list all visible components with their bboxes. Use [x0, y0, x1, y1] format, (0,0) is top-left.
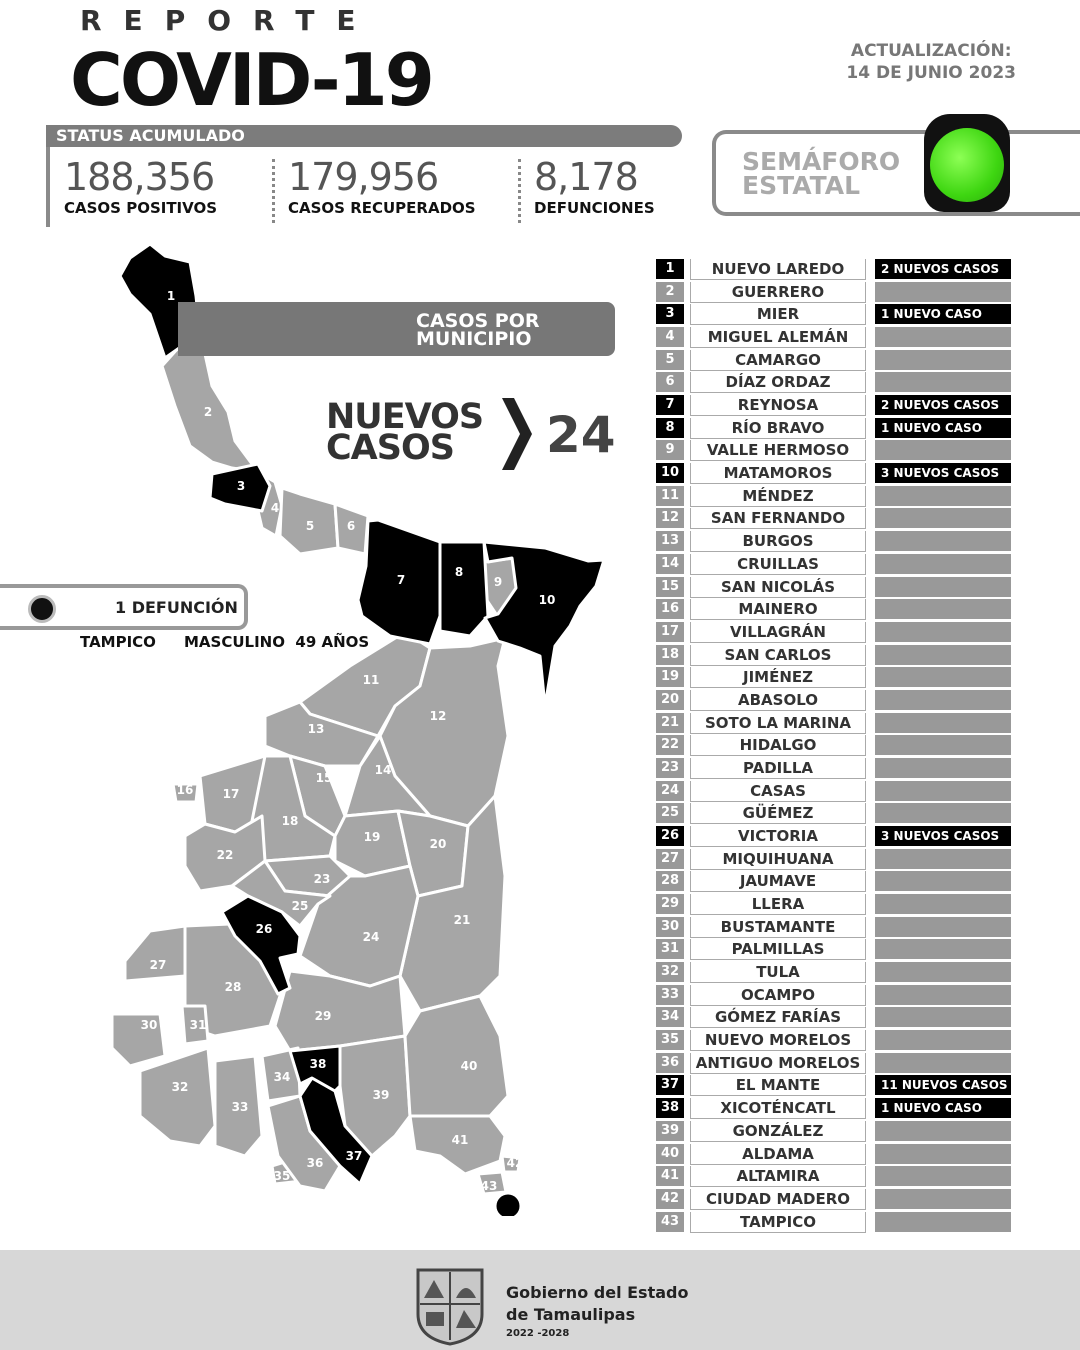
tamaulipas-map — [0, 236, 640, 1216]
semaforo-label — [742, 147, 901, 200]
muni-name: SOTO LA MARINA — [690, 713, 866, 734]
muni-name: CASAS — [690, 781, 866, 802]
muni-cases — [875, 645, 1011, 665]
muni-shape-32 — [140, 1048, 215, 1146]
muni-name: BUSTAMANTE — [690, 917, 866, 938]
muni-number: 43 — [656, 1212, 684, 1232]
casos-por-municipio-banner — [178, 302, 615, 356]
muni-name: TAMPICO — [690, 1212, 866, 1233]
map-label-27: 27 — [149, 958, 167, 972]
table-row — [656, 439, 1012, 461]
map-label-12: 12 — [429, 709, 447, 723]
table-row — [656, 870, 1012, 892]
muni-number: 25 — [656, 803, 684, 823]
update-label: ACTUALIZACIÓN: — [850, 41, 1012, 61]
status-header: STATUS ACUMULADO — [46, 125, 682, 147]
muni-number: 13 — [656, 531, 684, 551]
semaforo-line2: ESTATAL — [742, 171, 860, 200]
muni-number: 34 — [656, 1007, 684, 1027]
map-label-1: 1 — [166, 289, 176, 303]
muni-number: 23 — [656, 758, 684, 778]
muni-cases — [875, 531, 1011, 551]
muni-number: 6 — [656, 372, 684, 392]
table-row — [656, 281, 1012, 303]
nuevos-casos-value: 24 — [546, 406, 616, 464]
muni-name: ANTIGUO MORELOS — [690, 1053, 866, 1074]
muni-name: PADILLA — [690, 758, 866, 779]
muni-cases: 2 NUEVOS CASOS — [875, 395, 1011, 415]
map-label-9: 9 — [493, 575, 503, 589]
table-row — [656, 258, 1012, 280]
table-row — [656, 780, 1012, 802]
casos-por-municipio-title — [416, 312, 540, 348]
muni-number: 40 — [656, 1144, 684, 1164]
muni-cases — [875, 758, 1011, 778]
table-row — [656, 303, 1012, 325]
table-row — [656, 666, 1012, 688]
muni-number: 19 — [656, 667, 684, 687]
muni-number: 38 — [656, 1098, 684, 1118]
muni-number: 42 — [656, 1189, 684, 1209]
report-kicker: REPORTE — [80, 4, 378, 37]
muni-cases — [875, 803, 1011, 823]
muni-number: 15 — [656, 577, 684, 597]
muni-cases — [875, 1189, 1011, 1209]
map-label-3: 3 — [236, 479, 246, 493]
muni-number: 9 — [656, 440, 684, 460]
table-row — [656, 462, 1012, 484]
muni-number: 39 — [656, 1121, 684, 1141]
update-block — [846, 40, 1016, 84]
muni-name: GÜÉMEZ — [690, 803, 866, 824]
map-label-23: 23 — [313, 872, 331, 886]
muni-cases: 3 NUEVOS CASOS — [875, 826, 1011, 846]
table-row — [656, 371, 1012, 393]
map-label-30: 30 — [140, 1018, 158, 1032]
muni-cases — [875, 939, 1011, 959]
map-label-35: 35 — [273, 1169, 291, 1183]
muni-number: 8 — [656, 418, 684, 438]
update-date: 14 DE JUNIO 2023 — [846, 63, 1016, 83]
muni-name: ALDAMA — [690, 1144, 866, 1165]
muni-number: 32 — [656, 962, 684, 982]
stat-divider — [272, 159, 275, 223]
muni-cases — [875, 1053, 1011, 1073]
map-label-31: 31 — [189, 1018, 207, 1032]
table-row — [656, 689, 1012, 711]
defuncion-detail: MASCULINO 49 AÑOS — [184, 633, 370, 651]
gov-name — [506, 1282, 688, 1326]
muni-number: 29 — [656, 894, 684, 914]
table-row — [656, 644, 1012, 666]
muni-number: 28 — [656, 871, 684, 891]
table-row — [656, 916, 1012, 938]
cpm-line1: CASOS POR — [416, 310, 540, 332]
map-label-33: 33 — [231, 1100, 249, 1114]
muni-cases — [875, 508, 1011, 528]
map-label-14: 14 — [374, 763, 392, 777]
muni-number: 33 — [656, 985, 684, 1005]
map-label-13: 13 — [307, 722, 325, 736]
muni-cases: 1 NUEVO CASO — [875, 1098, 1011, 1118]
muni-name: SAN CARLOS — [690, 645, 866, 666]
map-label-4: 4 — [270, 501, 280, 515]
table-row — [656, 1097, 1012, 1119]
muni-name: SAN FERNANDO — [690, 508, 866, 529]
muni-shape-8 — [440, 542, 488, 636]
muni-name: NUEVO LAREDO — [690, 259, 866, 280]
map-label-21: 21 — [453, 913, 471, 927]
muni-name: NUEVO MORELOS — [690, 1030, 866, 1051]
stat-defunciones-label: DEFUNCIONES — [534, 199, 655, 217]
muni-name: MIER — [690, 304, 866, 325]
muni-name: CAMARGO — [690, 350, 866, 371]
muni-cases — [875, 667, 1011, 687]
nuevos-line1: NUEVOS — [326, 397, 484, 437]
table-row — [656, 1165, 1012, 1187]
map-label-29: 29 — [314, 1009, 332, 1023]
stat-defunciones-value: 8,178 — [534, 155, 638, 199]
muni-number: 12 — [656, 508, 684, 528]
muni-cases — [875, 282, 1011, 302]
muni-name: HIDALGO — [690, 735, 866, 756]
table-row — [656, 576, 1012, 598]
table-row — [656, 326, 1012, 348]
muni-number: 37 — [656, 1075, 684, 1095]
muni-number: 20 — [656, 690, 684, 710]
muni-number: 30 — [656, 917, 684, 937]
defuncion-location: TAMPICO — [80, 633, 156, 651]
table-row — [656, 553, 1012, 575]
muni-cases — [875, 622, 1011, 642]
muni-name: ABASOLO — [690, 690, 866, 711]
muni-shape-40 — [405, 996, 508, 1116]
muni-name: VILLAGRÁN — [690, 622, 866, 643]
stat-positivos-value: 188,356 — [64, 155, 215, 199]
table-row — [656, 984, 1012, 1006]
muni-number: 16 — [656, 599, 684, 619]
muni-cases — [875, 577, 1011, 597]
muni-name: MAINERO — [690, 599, 866, 620]
cpm-line2: MUNICIPIO — [416, 328, 532, 350]
table-row — [656, 417, 1012, 439]
muni-name: MATAMOROS — [690, 463, 866, 484]
muni-cases — [875, 599, 1011, 619]
muni-cases — [875, 713, 1011, 733]
muni-name: VALLE HERMOSO — [690, 440, 866, 461]
muni-cases: 1 NUEVO CASO — [875, 304, 1011, 324]
map-label-39: 39 — [372, 1088, 390, 1102]
muni-cases — [875, 1212, 1011, 1232]
semaforo-line1: SEMÁFORO — [742, 147, 901, 176]
muni-cases — [875, 735, 1011, 755]
map-label-19: 19 — [363, 830, 381, 844]
status-box — [46, 147, 682, 227]
map-label-26: 26 — [255, 922, 273, 936]
muni-cases — [875, 781, 1011, 801]
muni-name: JAUMAVE — [690, 871, 866, 892]
table-row — [656, 598, 1012, 620]
defuncion-label: 1 DEFUNCIÓN — [115, 598, 238, 617]
muni-number: 1 — [656, 259, 684, 279]
muni-number: 35 — [656, 1030, 684, 1050]
map-label-28: 28 — [224, 980, 242, 994]
table-row — [656, 1188, 1012, 1210]
stat-recuperados-value: 179,956 — [288, 155, 439, 199]
table-row — [656, 938, 1012, 960]
muni-name: OCAMPO — [690, 985, 866, 1006]
muni-number: 7 — [656, 395, 684, 415]
muni-number: 2 — [656, 282, 684, 302]
muni-number: 36 — [656, 1053, 684, 1073]
map-label-24: 24 — [362, 930, 380, 944]
muni-name: ALTAMIRA — [690, 1166, 866, 1187]
muni-number: 22 — [656, 735, 684, 755]
table-row — [656, 961, 1012, 983]
map-label-15: 15 — [315, 771, 333, 785]
table-row — [656, 734, 1012, 756]
map-label-22: 22 — [216, 848, 234, 862]
state-seal-icon — [410, 1262, 490, 1346]
muni-number: 5 — [656, 350, 684, 370]
map-label-42: 42 — [506, 1156, 524, 1170]
muni-number: 3 — [656, 304, 684, 324]
muni-number: 26 — [656, 826, 684, 846]
map-label-38: 38 — [309, 1057, 327, 1071]
traffic-light-icon — [924, 114, 1010, 212]
muni-cases — [875, 849, 1011, 869]
nuevos-line2: CASOS — [326, 428, 454, 468]
muni-cases — [875, 962, 1011, 982]
muni-cases — [875, 917, 1011, 937]
tampico-death-marker — [495, 1193, 521, 1216]
report-title: COVID-19 — [70, 38, 432, 122]
muni-cases — [875, 871, 1011, 891]
muni-cases — [875, 1007, 1011, 1027]
map-label-5: 5 — [305, 519, 315, 533]
muni-name: PALMILLAS — [690, 939, 866, 960]
muni-name: VICTORIA — [690, 826, 866, 847]
table-row — [656, 530, 1012, 552]
muni-name: JIMÉNEZ — [690, 667, 866, 688]
map-label-32: 32 — [171, 1080, 189, 1094]
muni-name: LLERA — [690, 894, 866, 915]
map-label-6: 6 — [346, 519, 356, 533]
table-row — [656, 485, 1012, 507]
map-label-17: 17 — [222, 787, 240, 801]
muni-shape-27 — [125, 926, 185, 981]
muni-name: XICOTÉNCATL — [690, 1098, 866, 1119]
muni-cases — [875, 327, 1011, 347]
table-row — [656, 1074, 1012, 1096]
muni-number: 11 — [656, 486, 684, 506]
muni-cases: 2 NUEVOS CASOS — [875, 259, 1011, 279]
traffic-light-lens — [930, 128, 1004, 202]
gov-line1: Gobierno del Estado — [506, 1283, 689, 1302]
muni-cases: 11 NUEVOS CASOS — [875, 1075, 1011, 1095]
table-row — [656, 712, 1012, 734]
muni-cases: 1 NUEVO CASO — [875, 418, 1011, 438]
table-row — [656, 1211, 1012, 1233]
stat-divider — [518, 159, 521, 223]
table-row — [656, 1120, 1012, 1142]
muni-number: 17 — [656, 622, 684, 642]
map-label-37: 37 — [345, 1149, 363, 1163]
muni-name: BURGOS — [690, 531, 866, 552]
table-row — [656, 757, 1012, 779]
muni-name: MÉNDEZ — [690, 486, 866, 507]
muni-name: MIQUIHUANA — [690, 849, 866, 870]
muni-cases — [875, 440, 1011, 460]
table-row — [656, 1029, 1012, 1051]
map-label-34: 34 — [273, 1070, 291, 1084]
map-label-2: 2 — [203, 405, 213, 419]
gov-years: 2022 -2028 — [506, 1328, 570, 1339]
muni-number: 24 — [656, 781, 684, 801]
muni-name: TULA — [690, 962, 866, 983]
stat-defunciones — [534, 155, 655, 217]
map-label-10: 10 — [538, 593, 556, 607]
muni-cases — [875, 350, 1011, 370]
muni-cases — [875, 372, 1011, 392]
chevron-right-icon — [502, 398, 532, 470]
map-label-11: 11 — [362, 673, 380, 687]
table-row — [656, 825, 1012, 847]
muni-cases — [875, 690, 1011, 710]
map-label-20: 20 — [429, 837, 447, 851]
map-label-25: 25 — [291, 899, 309, 913]
stat-positivos-label: CASOS POSITIVOS — [64, 199, 218, 217]
table-row — [656, 507, 1012, 529]
defuncion-dot-icon — [28, 595, 56, 623]
muni-name: MIGUEL ALEMÁN — [690, 327, 866, 348]
table-row — [656, 349, 1012, 371]
muni-name: EL MANTE — [690, 1075, 866, 1096]
stat-recuperados — [288, 155, 476, 217]
muni-cases — [875, 554, 1011, 574]
muni-cases: 3 NUEVOS CASOS — [875, 463, 1011, 483]
muni-number: 4 — [656, 327, 684, 347]
muni-number: 31 — [656, 939, 684, 959]
muni-number: 10 — [656, 463, 684, 483]
muni-name: REYNOSA — [690, 395, 866, 416]
muni-number: 18 — [656, 645, 684, 665]
muni-name: GUERRERO — [690, 282, 866, 303]
muni-number: 41 — [656, 1166, 684, 1186]
map-label-7: 7 — [396, 573, 406, 587]
map-label-40: 40 — [460, 1059, 478, 1073]
muni-name: CIUDAD MADERO — [690, 1189, 866, 1210]
map-label-43: 43 — [480, 1179, 498, 1193]
table-row — [656, 1052, 1012, 1074]
nuevos-casos-label — [326, 397, 484, 468]
table-row — [656, 893, 1012, 915]
muni-cases — [875, 486, 1011, 506]
muni-name: SAN NICOLÁS — [690, 577, 866, 598]
table-row — [656, 621, 1012, 643]
muni-name: CRUILLAS — [690, 554, 866, 575]
muni-cases — [875, 1166, 1011, 1186]
table-row — [656, 848, 1012, 870]
muni-cases — [875, 894, 1011, 914]
muni-name: RÍO BRAVO — [690, 418, 866, 439]
muni-number: 21 — [656, 713, 684, 733]
muni-number: 14 — [656, 554, 684, 574]
muni-name: GÓMEZ FARÍAS — [690, 1007, 866, 1028]
map-label-41: 41 — [451, 1133, 469, 1147]
muni-cases — [875, 1030, 1011, 1050]
muni-cases — [875, 985, 1011, 1005]
muni-name: GONZÁLEZ — [690, 1121, 866, 1142]
table-row — [656, 1143, 1012, 1165]
table-row — [656, 1006, 1012, 1028]
muni-cases — [875, 1121, 1011, 1141]
gov-line2: de Tamaulipas — [506, 1305, 636, 1324]
muni-name: DÍAZ ORDAZ — [690, 372, 866, 393]
map-label-16: 16 — [176, 783, 194, 797]
map-label-18: 18 — [281, 814, 299, 828]
stat-positivos — [64, 155, 217, 217]
table-row — [656, 802, 1012, 824]
muni-number: 27 — [656, 849, 684, 869]
map-label-8: 8 — [454, 565, 464, 579]
map-label-36: 36 — [306, 1156, 324, 1170]
table-row — [656, 394, 1012, 416]
muni-cases — [875, 1144, 1011, 1164]
stat-recuperados-label: CASOS RECUPERADOS — [288, 199, 476, 217]
